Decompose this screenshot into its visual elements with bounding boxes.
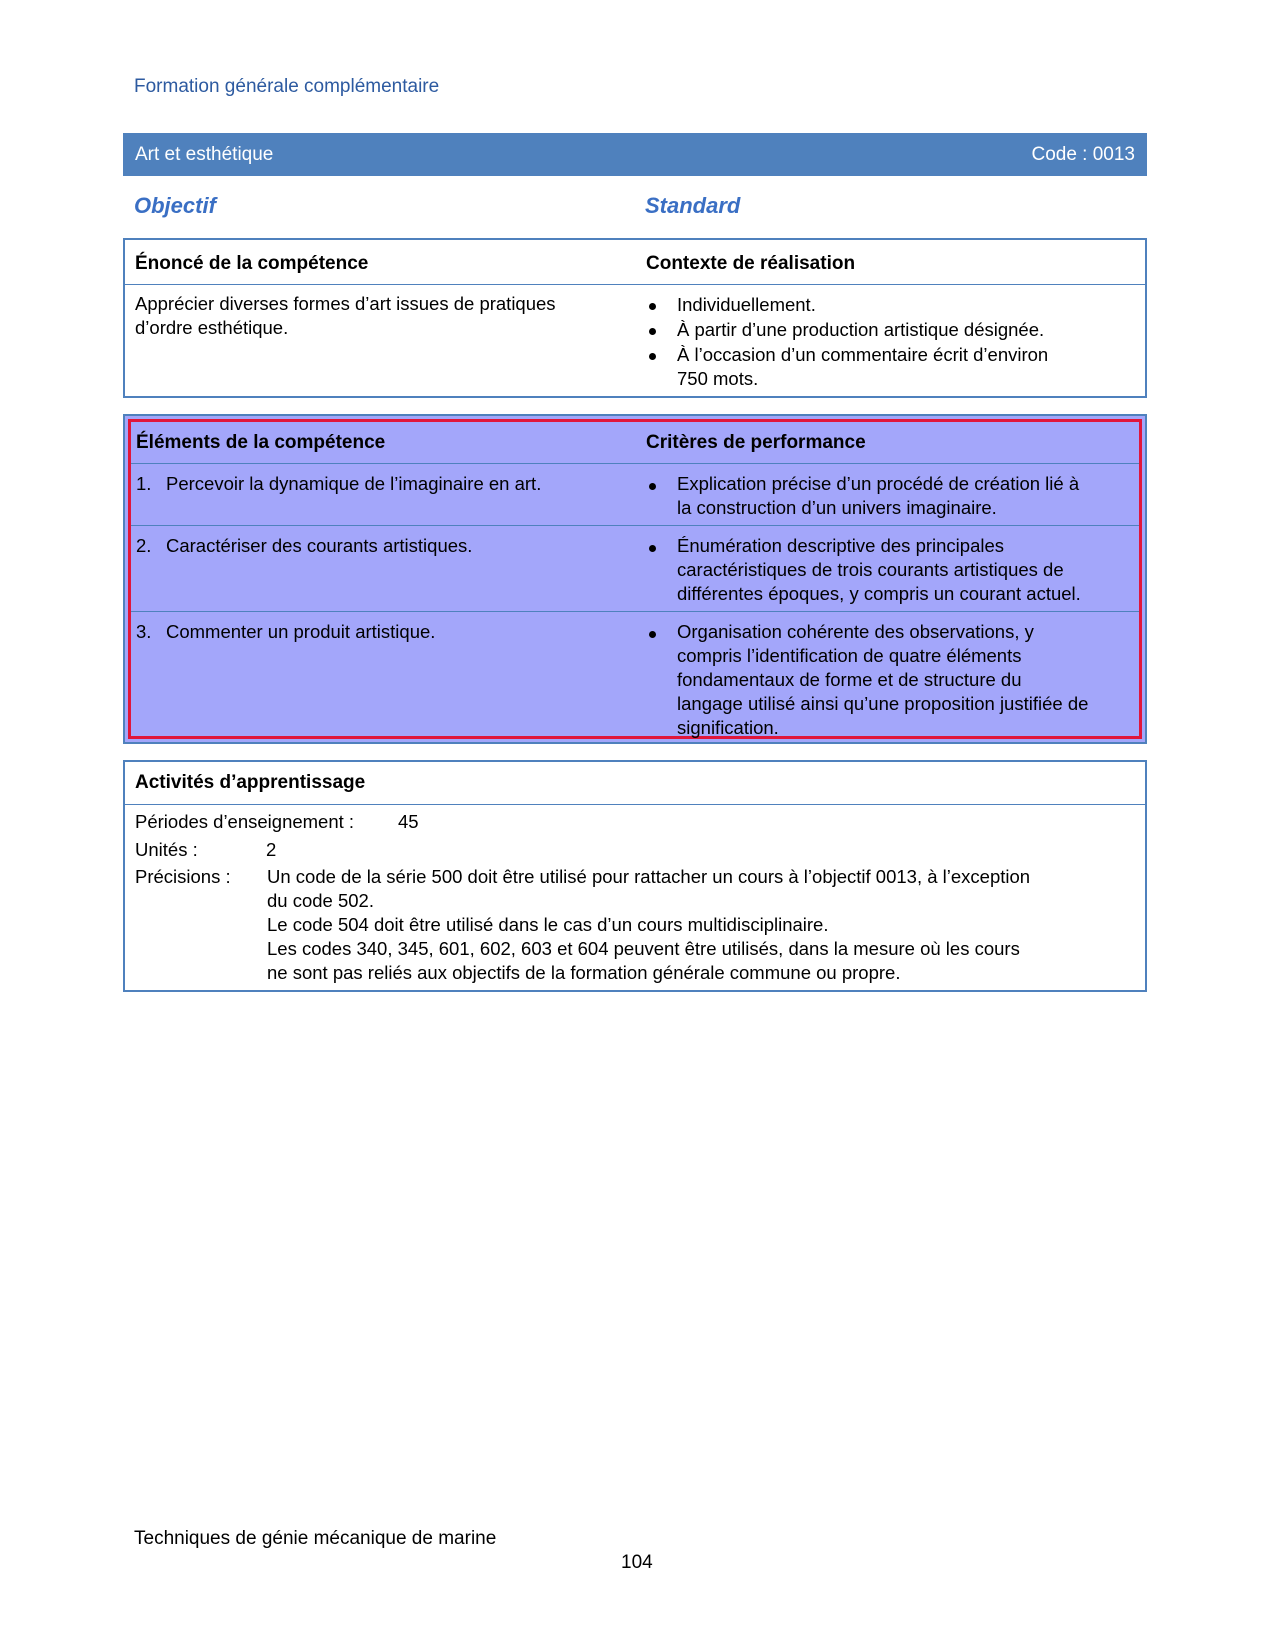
critere-line: la construction d’un univers imaginaire.: [677, 497, 997, 518]
course-title-bar: [123, 133, 1147, 176]
critere-line: Organisation cohérente des observations, y: [677, 621, 1034, 642]
bullet-icon: [649, 483, 656, 490]
enonce-line: Apprécier diverses formes d’art issues de pratiques: [135, 293, 556, 314]
running-head: Formation générale complémentaire: [134, 76, 440, 97]
precisions-line: Le code 504 doit être utilisé dans le cas d’un cours multidisciplinaire.: [267, 914, 829, 935]
element-number: 3.: [136, 621, 152, 642]
row-divider: [131, 525, 1139, 526]
bullet-icon: [649, 328, 656, 335]
critere-line: caractéristiques de trois courants artistiques de: [677, 559, 1064, 580]
contexte-label: Contexte de réalisation: [646, 253, 856, 274]
row-divider: [131, 611, 1139, 612]
contexte-item: 750 mots.: [677, 368, 759, 389]
precisions-line: Un code de la série 500 doit être utilisé pour rattacher un cours à l’objectif 0013, à l’exception: [267, 866, 1031, 887]
activites-box: [123, 760, 1147, 992]
header-divider: [125, 284, 1145, 285]
critere-line: langage utilisé ainsi qu’une proposition justifiée de: [677, 693, 1089, 714]
element-number: 2.: [136, 535, 152, 556]
periodes-value: 45: [398, 811, 419, 832]
elements-label: Éléments de la compétence: [136, 432, 386, 453]
periodes-label: Périodes d’enseignement :: [135, 811, 355, 832]
precisions-line: Les codes 340, 345, 601, 602, 603 et 604 peuvent être utilisés, dans la mesure où les cours: [267, 938, 1020, 959]
element-text: Commenter un produit artistique.: [166, 621, 436, 642]
precisions-line: ne sont pas reliés aux objectifs de la formation générale commune ou propre.: [267, 962, 901, 983]
bullet-icon: [649, 545, 656, 552]
critere-line: Explication précise d’un procédé de création lié à: [677, 473, 1080, 494]
element-number: 1.: [136, 473, 152, 494]
competence-box: [123, 238, 1147, 398]
bullet-icon: [649, 303, 656, 310]
header-divider: [131, 463, 1139, 464]
unites-value: 2: [266, 839, 277, 860]
critere-line: signification.: [677, 717, 779, 738]
contexte-item: Individuellement.: [677, 294, 816, 315]
header-divider: [125, 804, 1145, 805]
course-title: Art et esthétique: [135, 143, 274, 165]
precisions-line: du code 502.: [267, 890, 374, 911]
unites-label: Unités :: [135, 839, 198, 860]
page-number: 104: [621, 1552, 653, 1573]
elements-box: [128, 419, 1142, 739]
element-text: Percevoir la dynamique de l’imaginaire en art.: [166, 473, 542, 494]
elements-outer-box: [123, 414, 1147, 744]
bullet-icon: [649, 353, 656, 360]
contexte-item: À l’occasion d’un commentaire écrit d’environ: [677, 344, 1049, 365]
course-code: Code : 0013: [1031, 143, 1135, 165]
contexte-item: À partir d’une production artistique désignée.: [677, 319, 1045, 340]
objectif-heading: Objectif: [134, 193, 216, 218]
activites-label: Activités d’apprentissage: [135, 772, 366, 793]
critere-line: différentes époques, y compris un courant actuel.: [677, 583, 1081, 604]
footer-program: Techniques de génie mécanique de marine: [134, 1528, 497, 1549]
bullet-icon: [649, 631, 656, 638]
enonce-line: d’ordre esthétique.: [135, 317, 289, 338]
criteres-label: Critères de performance: [646, 432, 866, 453]
precisions-label: Précisions :: [135, 866, 231, 887]
enonce-label: Énoncé de la compétence: [135, 253, 369, 274]
critere-line: compris l’identification de quatre éléments: [677, 645, 1022, 666]
critere-line: Énumération descriptive des principales: [677, 535, 1005, 556]
element-text: Caractériser des courants artistiques.: [166, 535, 473, 556]
standard-heading: Standard: [645, 193, 741, 218]
critere-line: fondamentaux de forme et de structure du: [677, 669, 1022, 690]
